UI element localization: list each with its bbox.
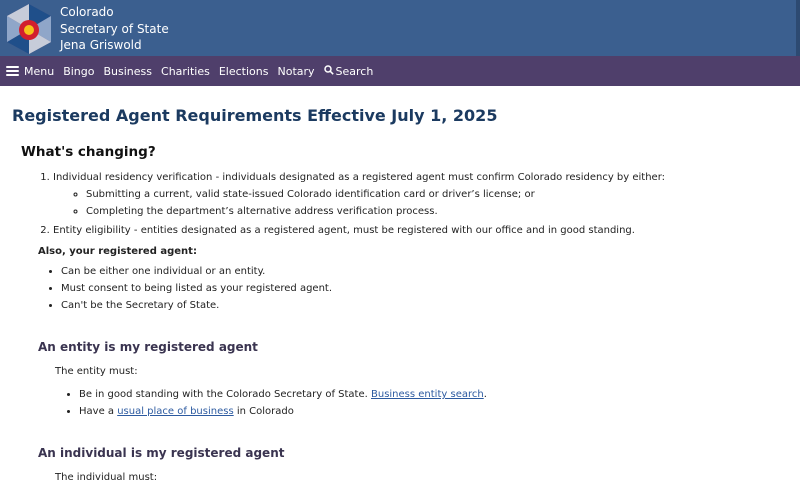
entity-intro: The entity must: [55, 366, 138, 377]
change-text: Individual residency verification - individuals designated as a registered agent must confirm Colorado residency by either: [53, 172, 666, 183]
in-colorado-text: in Colorado [233, 406, 294, 417]
site-header [0, 0, 800, 56]
have-a-text: Have a [79, 406, 118, 417]
usual-place-of-business-link[interactable]: usual place of business [117, 406, 234, 417]
changes-list [12, 169, 788, 239]
page-title: Registered Agent Requirements Effective July 1, 2025 [12, 106, 498, 125]
business-entity-search-link[interactable]: Business entity search [371, 389, 484, 400]
menu-label: Menu [24, 64, 55, 78]
list-item: • Can be either one individual or an entity. [61, 263, 788, 280]
entity-standing-text: Be in good standing with the Colorado Secretary of State. [79, 389, 371, 400]
search-icon [324, 65, 334, 78]
org-state: Colorado [60, 5, 114, 19]
org-official: Jena Griswold [60, 38, 142, 52]
search-button[interactable] [324, 65, 374, 78]
nav-item-charities[interactable]: Charities [161, 64, 210, 78]
also-label: Also, your registered agent: [38, 246, 197, 257]
change-text: Entity eligibility - entities designated as a registered agent, must be registered with our office and in good standing. [53, 225, 635, 236]
organization-name[interactable] [60, 4, 169, 54]
individual-section-heading: An individual is my registered agent [38, 446, 285, 460]
search-label: Search [335, 64, 374, 78]
entity-section-heading: An entity is my registered agent [38, 340, 258, 354]
main-nav [0, 56, 800, 86]
list-item [79, 403, 788, 420]
change-item [53, 222, 788, 239]
list-item [79, 386, 788, 403]
menu-button[interactable] [6, 65, 54, 78]
residency-option: ◦ Completing the department’s alternative address verification process. [86, 203, 788, 220]
agent-requirements-list [12, 263, 788, 314]
org-office: Secretary of State [60, 21, 169, 36]
header-edge [796, 0, 800, 56]
entity-requirements-list [12, 386, 788, 420]
hamburger-icon [6, 66, 19, 76]
nav-item-business[interactable]: Business [103, 64, 153, 78]
nav-item-bingo[interactable]: Bingo [63, 64, 95, 78]
colorado-logo-icon[interactable] [4, 3, 54, 55]
list-item: • Must consent to being listed as your registered agent. [61, 280, 788, 297]
main-content [0, 106, 800, 483]
residency-options-list [53, 186, 788, 220]
changing-heading: What's changing? [21, 144, 156, 160]
individual-intro: The individual must: [55, 472, 158, 483]
residency-option: ◦ Submitting a current, valid state-issued Colorado identification card or driver’s license; or [86, 186, 788, 203]
period-text: . [483, 389, 487, 400]
change-item [53, 169, 788, 220]
list-item: • Can't be the Secretary of State. [61, 297, 788, 314]
nav-item-elections[interactable]: Elections [218, 64, 269, 78]
nav-item-notary[interactable]: Notary [277, 64, 315, 78]
